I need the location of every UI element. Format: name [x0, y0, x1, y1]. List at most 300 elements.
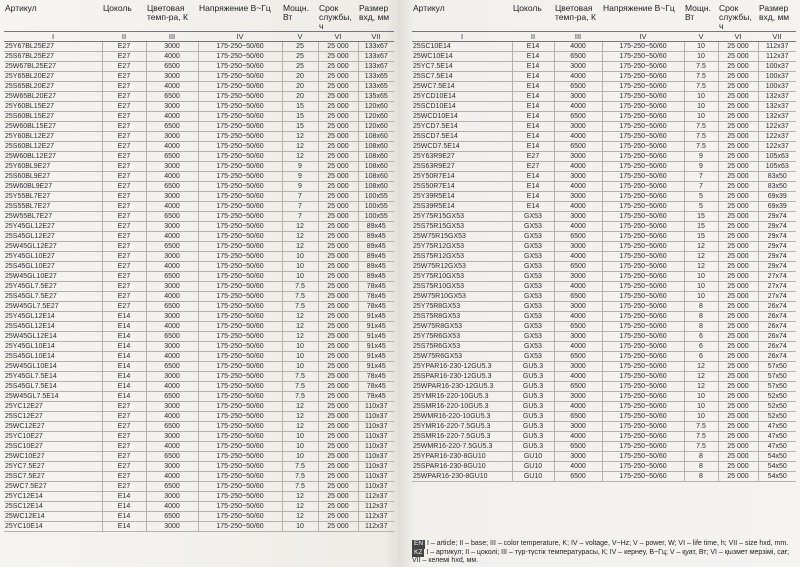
table-cell: 175-250~50/60 [198, 92, 282, 102]
table-cell: 6500 [146, 392, 198, 402]
table-cell: 7.5 [282, 472, 318, 482]
table-cell: 175-250~50/60 [602, 202, 684, 212]
table-row [412, 172, 796, 182]
roman-numeral: III [146, 32, 198, 42]
table-cell: E27 [102, 412, 146, 422]
table-cell: 4000 [554, 202, 602, 212]
table-cell: 175-250~50/60 [198, 272, 282, 282]
table-cell: 25 000 [718, 292, 758, 302]
table-cell: 25 000 [718, 232, 758, 242]
table-cell: E14 [512, 182, 554, 192]
table-cell: 175-250~50/60 [198, 352, 282, 362]
col-color-temp: Цветовая темп-ра, К [555, 3, 596, 22]
table-cell: 25 000 [318, 352, 358, 362]
table-cell: 25 000 [718, 212, 758, 222]
table-cell: 91x45 [358, 342, 394, 352]
table-cell: 15 [282, 112, 318, 122]
table-cell: 6500 [554, 82, 602, 92]
table-cell: 25S63R9E27 [412, 162, 512, 172]
table-cell: 25 000 [318, 242, 358, 252]
table-cell: 25SC7.5E14 [412, 72, 512, 82]
table-cell: 78x45 [358, 282, 394, 292]
table-cell: E27 [102, 182, 146, 192]
table-cell: E14 [102, 322, 146, 332]
table-cell: 25Y60BL15E27 [4, 102, 102, 112]
table-cell: 25 000 [318, 142, 358, 152]
table-row [412, 322, 796, 332]
table-cell: 4000 [554, 402, 602, 412]
roman-numeral: I [412, 32, 512, 42]
table-cell: 4000 [554, 372, 602, 382]
table-cell: 175-250~50/60 [198, 382, 282, 392]
table-cell: 175-250~50/60 [602, 232, 684, 242]
table-cell: 7.5 [282, 372, 318, 382]
table-cell: 10 [282, 452, 318, 462]
table-cell: 25 000 [718, 52, 758, 62]
roman-numeral: V [282, 32, 318, 42]
table-row [412, 472, 796, 482]
table-cell: E27 [102, 422, 146, 432]
table-cell: 175-250~50/60 [198, 342, 282, 352]
table-cell: 47x50 [758, 432, 796, 442]
table-cell: 175-250~50/60 [602, 402, 684, 412]
table-cell: 3000 [554, 152, 602, 162]
table-row [412, 352, 796, 362]
table-cell: 25S60BL9E27 [4, 172, 102, 182]
table-cell: 25 000 [318, 332, 358, 342]
table-row [412, 382, 796, 392]
table-row [4, 142, 394, 152]
lang-badge-en: EN [414, 540, 424, 547]
table-cell: 25 000 [718, 452, 758, 462]
table-cell: 122x37 [758, 122, 796, 132]
table-cell: 3000 [146, 402, 198, 412]
table-cell: 175-250~50/60 [602, 192, 684, 202]
table-row [412, 162, 796, 172]
table-cell: 25WMR16-220-7.5GU5.3 [412, 442, 512, 452]
table-cell: 25S45GL7.5E27 [4, 292, 102, 302]
table-cell: 133x67 [358, 62, 394, 72]
table-cell: 175-250~50/60 [602, 62, 684, 72]
table-cell: 4000 [146, 382, 198, 392]
table-cell: 25Y75R12GX53 [412, 242, 512, 252]
table-cell: 25 000 [318, 282, 358, 292]
col-power: Мощн. Вт [685, 3, 711, 22]
table-row [4, 322, 394, 332]
table-cell: 9 [684, 162, 718, 172]
table-cell: 3000 [146, 162, 198, 172]
table-cell: 25 000 [718, 252, 758, 262]
table-cell: 175-250~50/60 [602, 72, 684, 82]
table-cell: 175-250~50/60 [602, 222, 684, 232]
table-cell: 175-250~50/60 [602, 472, 684, 482]
table-row [412, 332, 796, 342]
table-cell: 25Y45GL7.5E27 [4, 282, 102, 292]
table-row [412, 142, 796, 152]
table-cell: 7 [282, 192, 318, 202]
table-cell: E14 [512, 92, 554, 102]
table-cell: 25W60BL9E27 [4, 182, 102, 192]
table-cell: 5 [684, 202, 718, 212]
table-cell: 25Y60BL9E27 [4, 162, 102, 172]
table-cell: 27x74 [758, 282, 796, 292]
table-row [4, 362, 394, 372]
table-cell: 6500 [554, 232, 602, 242]
table-cell: 25 000 [318, 462, 358, 472]
table-cell: GX53 [512, 212, 554, 222]
table-cell: 175-250~50/60 [198, 182, 282, 192]
table-cell: 175-250~50/60 [198, 232, 282, 242]
table-cell: 25Y45GL10E14 [4, 342, 102, 352]
table-cell: 175-250~50/60 [198, 62, 282, 72]
table-cell: 25W45GL10E27 [4, 272, 102, 282]
table-cell: 27x74 [758, 292, 796, 302]
table-row [4, 232, 394, 242]
table-row [412, 412, 796, 422]
table-row [4, 122, 394, 132]
table-row [4, 82, 394, 92]
table-cell: 4000 [554, 132, 602, 142]
table-cell: GX53 [512, 342, 554, 352]
table-cell: E27 [102, 222, 146, 232]
table-cell: 4000 [554, 42, 602, 52]
table-cell: 29x74 [758, 232, 796, 242]
table-cell: 25 000 [318, 312, 358, 322]
table-cell: 25 000 [318, 472, 358, 482]
table-cell: 175-250~50/60 [198, 102, 282, 112]
table-cell: 105x63 [758, 152, 796, 162]
table-cell: 175-250~50/60 [602, 102, 684, 112]
table-cell: 175-250~50/60 [198, 422, 282, 432]
table-cell: GU5.3 [512, 442, 554, 452]
table-row [412, 202, 796, 212]
table-cell: 6500 [146, 182, 198, 192]
table-cell: 175-250~50/60 [602, 132, 684, 142]
table-cell: 25 [282, 52, 318, 62]
table-cell: GX53 [512, 282, 554, 292]
table-cell: 54x50 [758, 462, 796, 472]
table-cell: 3000 [554, 302, 602, 312]
table-cell: 12 [282, 142, 318, 152]
table-row [4, 342, 394, 352]
table-row [4, 172, 394, 182]
table-cell: 10 [684, 102, 718, 112]
table-cell: 25WPAR16-230-12GU5.3 [412, 382, 512, 392]
table-cell: 25Y65BL20E27 [4, 72, 102, 82]
table-cell: 3000 [554, 452, 602, 462]
table-cell: 175-250~50/60 [198, 412, 282, 422]
table-cell: E27 [102, 272, 146, 282]
table-row [412, 302, 796, 312]
table-row [4, 292, 394, 302]
table-cell: E14 [512, 172, 554, 182]
table-cell: 52x50 [758, 392, 796, 402]
table-cell: 175-250~50/60 [602, 452, 684, 462]
table-cell: 6500 [146, 302, 198, 312]
table-cell: 7 [282, 202, 318, 212]
table-cell: 175-250~50/60 [198, 472, 282, 482]
table-cell: 25 000 [718, 182, 758, 192]
roman-numeral: II [102, 32, 146, 42]
table-cell: 25 000 [718, 322, 758, 332]
table-cell: 4000 [554, 72, 602, 82]
table-cell: 12 [282, 312, 318, 322]
table-cell: 4000 [146, 82, 198, 92]
table-cell: E27 [102, 132, 146, 142]
table-cell: E27 [102, 212, 146, 222]
table-cell: 6500 [146, 152, 198, 162]
table-cell: 25 000 [318, 362, 358, 372]
roman-numeral: I [4, 32, 102, 42]
table-cell: 175-250~50/60 [198, 152, 282, 162]
table-row [412, 152, 796, 162]
table-cell: 25 000 [718, 272, 758, 282]
table-cell: 25W45GL7.5E14 [4, 392, 102, 402]
table-cell: 78x45 [358, 392, 394, 402]
table-cell: 3000 [146, 372, 198, 382]
table-cell: 8 [684, 322, 718, 332]
table-cell: 25Y55BL7E27 [4, 192, 102, 202]
table-cell: 175-250~50/60 [198, 222, 282, 232]
table-cell: 3000 [554, 272, 602, 282]
table-cell: E27 [102, 92, 146, 102]
table-cell: 78x45 [358, 382, 394, 392]
table-cell: E14 [102, 382, 146, 392]
table-cell: 25YC7.5E14 [412, 62, 512, 72]
table-cell: 110x37 [358, 412, 394, 422]
table-cell: 8 [684, 302, 718, 312]
table-cell: 175-250~50/60 [602, 82, 684, 92]
table-cell: 25 [282, 42, 318, 52]
table-cell: 175-250~50/60 [198, 372, 282, 382]
table-cell: 25 000 [318, 522, 358, 532]
table-cell: 175-250~50/60 [198, 332, 282, 342]
table-cell: 4000 [146, 142, 198, 152]
table-row [412, 292, 796, 302]
table-cell: 7.5 [282, 392, 318, 402]
table-cell: 25 000 [318, 452, 358, 462]
table-cell: 25S45GL12E14 [4, 322, 102, 332]
table-cell: 57x50 [758, 382, 796, 392]
table-cell: E14 [102, 392, 146, 402]
table-cell: 100x37 [758, 82, 796, 92]
table-cell: E27 [102, 252, 146, 262]
table-cell: 175-250~50/60 [602, 322, 684, 332]
table-cell: 6500 [554, 142, 602, 152]
table-cell: 25 000 [718, 72, 758, 82]
table-cell: 8 [684, 312, 718, 322]
legend-en-text: I – article; II – base; III – color temperature, K; IV – voltage, V~Hz; V – power, W; VI – life time, h; VII – size hxd, mm. [427, 540, 789, 547]
table-cell: 108x60 [358, 142, 394, 152]
table-cell: 175-250~50/60 [602, 162, 684, 172]
table-cell: 8 [684, 472, 718, 482]
table-cell: 132x37 [758, 102, 796, 112]
table-cell: 29x74 [758, 252, 796, 262]
table-cell: 175-250~50/60 [602, 272, 684, 282]
table-row [412, 122, 796, 132]
roman-numeral: VII [758, 32, 796, 42]
table-cell: 7.5 [684, 82, 718, 92]
table-cell: 175-250~50/60 [198, 42, 282, 52]
table-row [412, 462, 796, 472]
table-cell: E14 [102, 372, 146, 382]
table-cell: 4000 [146, 292, 198, 302]
table-row [412, 282, 796, 292]
table-cell: 7 [282, 212, 318, 222]
table-cell: 25W45GL12E14 [4, 332, 102, 342]
table-cell: 25Y45GL10E27 [4, 252, 102, 262]
table-cell: 25YC10E27 [4, 432, 102, 442]
table-cell: 25 000 [318, 442, 358, 452]
table-cell: 6500 [146, 122, 198, 132]
table-cell: 89x45 [358, 252, 394, 262]
table-cell: 7.5 [684, 432, 718, 442]
table-cell: 100x55 [358, 192, 394, 202]
table-cell: 25Y45GL12E27 [4, 222, 102, 232]
table-row [4, 72, 394, 82]
table-row [4, 282, 394, 292]
table-cell: 25 000 [318, 82, 358, 92]
table-cell: E27 [102, 102, 146, 112]
table-cell: 122x37 [758, 132, 796, 142]
table-row [4, 482, 394, 492]
table-cell: 25 000 [318, 492, 358, 502]
table-cell: 8 [684, 462, 718, 472]
table-cell: 25SC7.5E27 [4, 472, 102, 482]
table-cell: 25 000 [318, 72, 358, 82]
table-row [4, 442, 394, 452]
table-cell: 4000 [554, 282, 602, 292]
table-cell: 3000 [146, 312, 198, 322]
table-cell: 25 000 [318, 192, 358, 202]
table-cell: 25WPAR16-230-8GU10 [412, 472, 512, 482]
table-row [4, 162, 394, 172]
table-cell: 20 [282, 72, 318, 82]
table-row [412, 192, 796, 202]
table-cell: 175-250~50/60 [602, 42, 684, 52]
table-cell: 25 000 [318, 102, 358, 112]
table-row [412, 222, 796, 232]
table-cell: 25 000 [718, 222, 758, 232]
table-row [412, 132, 796, 142]
roman-numeral: VI [318, 32, 358, 42]
table-cell: 47x50 [758, 442, 796, 452]
table-cell: 7.5 [684, 72, 718, 82]
table-cell: 25S75R6GX53 [412, 342, 512, 352]
table-cell: 25 000 [718, 432, 758, 442]
table-cell: 4000 [146, 172, 198, 182]
table-cell: 25 000 [318, 212, 358, 222]
table-cell: 3000 [554, 122, 602, 132]
table-cell: 10 [684, 42, 718, 52]
table-cell: 25 000 [718, 282, 758, 292]
table-cell: 25YCD10E14 [412, 92, 512, 102]
table-cell: 25YPAR16-230-12GU5.3 [412, 362, 512, 372]
table-cell: 6500 [146, 422, 198, 432]
table-cell: E14 [512, 112, 554, 122]
table-cell: 3000 [146, 252, 198, 262]
table-cell: 108x60 [358, 172, 394, 182]
table-cell: GX53 [512, 242, 554, 252]
table-cell: 25SC12E27 [4, 412, 102, 422]
table-cell: 12 [282, 502, 318, 512]
table-cell: E14 [512, 142, 554, 152]
table-cell: 4000 [554, 462, 602, 472]
table-row [4, 492, 394, 502]
table-cell: 175-250~50/60 [198, 302, 282, 312]
table-cell: 6500 [146, 362, 198, 372]
table-cell: 25S67BL25E27 [4, 52, 102, 62]
col-article: Артикул [413, 3, 445, 13]
table-row [4, 92, 394, 102]
table-cell: 25Y45GL12E14 [4, 312, 102, 322]
table-cell: E27 [102, 172, 146, 182]
table-cell: E27 [102, 482, 146, 492]
table-cell: 26x74 [758, 342, 796, 352]
table-cell: GX53 [512, 272, 554, 282]
table-cell: 120x60 [358, 112, 394, 122]
legend-kz-text: I – артикул; II – цоколі; III – түр-түстік температурасы, К; IV – кернеу, В~Гц; V – қуат, Вт; VI – қызмет мерзімі, сағ; VII – келемі hxd, мм. [412, 548, 790, 564]
table-row [4, 132, 394, 142]
table-cell: 175-250~50/60 [602, 242, 684, 252]
table-cell: 25W75R8GX53 [412, 322, 512, 332]
table-cell: 4000 [554, 432, 602, 442]
table-cell: 10 [282, 262, 318, 272]
table-cell: 3000 [146, 342, 198, 352]
table-cell: 7.5 [282, 482, 318, 492]
table-cell: 10 [282, 522, 318, 532]
table-cell: 69x39 [758, 202, 796, 212]
table-cell: GX53 [512, 352, 554, 362]
table-cell: 25W75R15GX53 [412, 232, 512, 242]
table-cell: E27 [102, 122, 146, 132]
table-cell: 15 [684, 232, 718, 242]
table-row [4, 502, 394, 512]
table-row [4, 402, 394, 412]
table-cell: 3000 [146, 42, 198, 52]
table-cell: 3000 [146, 192, 198, 202]
table-cell: 25 000 [318, 122, 358, 132]
table-cell: 3000 [146, 432, 198, 442]
table-cell: 3000 [554, 172, 602, 182]
table-cell: 25 000 [718, 372, 758, 382]
table-cell: E27 [102, 472, 146, 482]
table-cell: 25S50R7E14 [412, 182, 512, 192]
table-cell: 25 000 [718, 132, 758, 142]
table-row [412, 92, 796, 102]
table-row [412, 252, 796, 262]
table-cell: 6500 [146, 512, 198, 522]
table-cell: 6500 [554, 382, 602, 392]
table-row [4, 332, 394, 342]
table-cell: 25W75R6GX53 [412, 352, 512, 362]
table-cell: E14 [102, 362, 146, 372]
table-cell: 12 [282, 412, 318, 422]
table-cell: 25W67BL25E27 [4, 62, 102, 72]
table-cell: E14 [102, 522, 146, 532]
table-cell: 25 000 [318, 342, 358, 352]
table-cell: 3000 [146, 222, 198, 232]
table-cell: 3000 [554, 192, 602, 202]
table-cell: 4000 [554, 252, 602, 262]
table-cell: 25W75R10GX53 [412, 292, 512, 302]
table-cell: 4000 [146, 52, 198, 62]
table-cell: 78x45 [358, 302, 394, 312]
table-cell: 108x60 [358, 132, 394, 142]
table-cell: 12 [282, 152, 318, 162]
table-cell: E27 [102, 52, 146, 62]
table-cell: 105x63 [758, 162, 796, 172]
